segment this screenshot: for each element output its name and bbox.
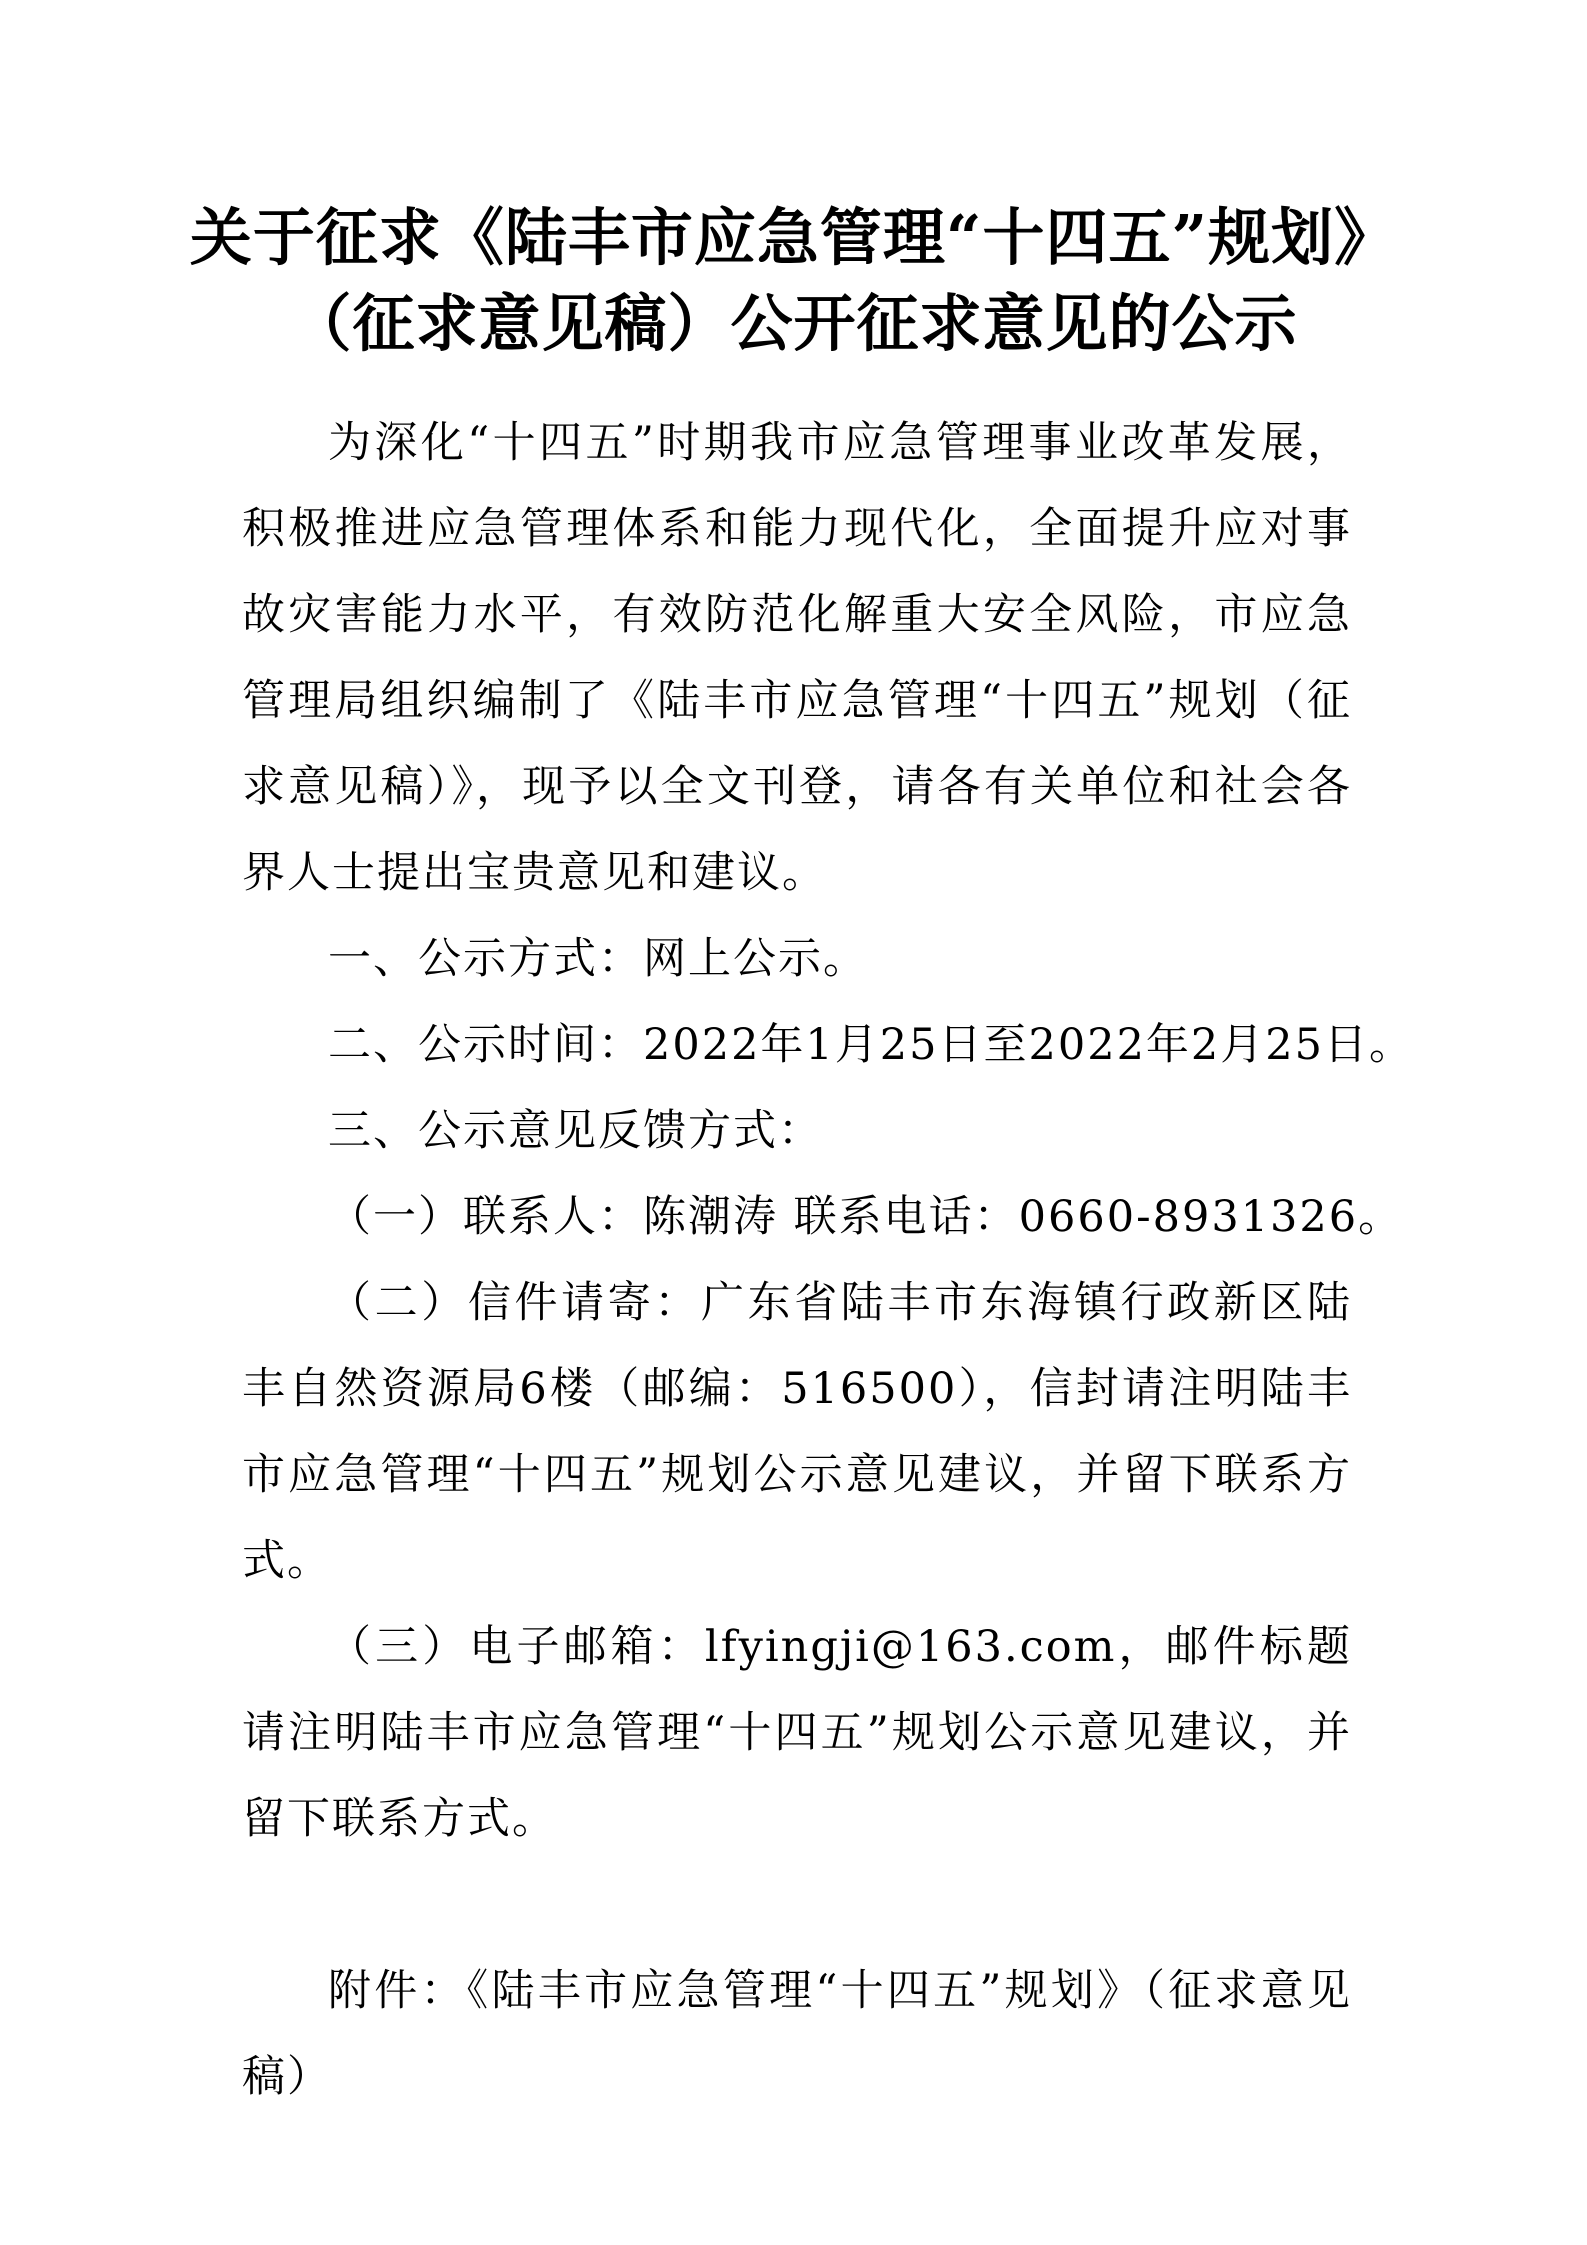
section-time: 二、公示时间：2022年1月25日至2022年2月25日。 <box>328 1020 1415 1070</box>
intro-paragraph: 为深化“十四五”时期我市应急管理事业改革发展，积极推进应急管理体系和能力现代化，全面提升应对事故灾害能力水平，有效防范化解重大安全风险，市应急管理局组织编制了《陆丰市应急管理“十四五”规划（征求意见稿）》，现予以全文刊登，请各有关单位和社会各界人士提出宝贵意见和建议。 <box>242 418 1352 898</box>
section-feedback: 三、公示意见反馈方式： <box>328 1106 823 1156</box>
spacer <box>242 1862 1352 1948</box>
attachment-note: 附件：《陆丰市应急管理“十四五”规划》（征求意见稿） <box>242 1966 1352 2102</box>
document-body <box>242 400 1415 2120</box>
email-address: （三）电子邮箱：lfyingji@163.com，邮件标题请注明陆丰市应急管理“十四五”规划公示意见建议，并留下联系方式。 <box>242 1622 1352 1844</box>
contact-person: （一）联系人：陈潮涛 联系电话：0660-8931326。 <box>328 1192 1404 1242</box>
document-title-line-1: 关于征求《陆丰市应急管理“十四五”规划》 <box>189 201 1398 274</box>
document-title-line-2: （征求意见稿）公开征求意见的公示 <box>289 287 1298 360</box>
section-method: 一、公示方式：网上公示。 <box>328 934 868 984</box>
mail-address: （二）信件请寄：广东省陆丰市东海镇行政新区陆丰自然资源局6楼（邮编：516500），信封请注明陆丰市应急管理“十四五”规划公示意见建议，并留下联系方式。 <box>242 1278 1352 1586</box>
